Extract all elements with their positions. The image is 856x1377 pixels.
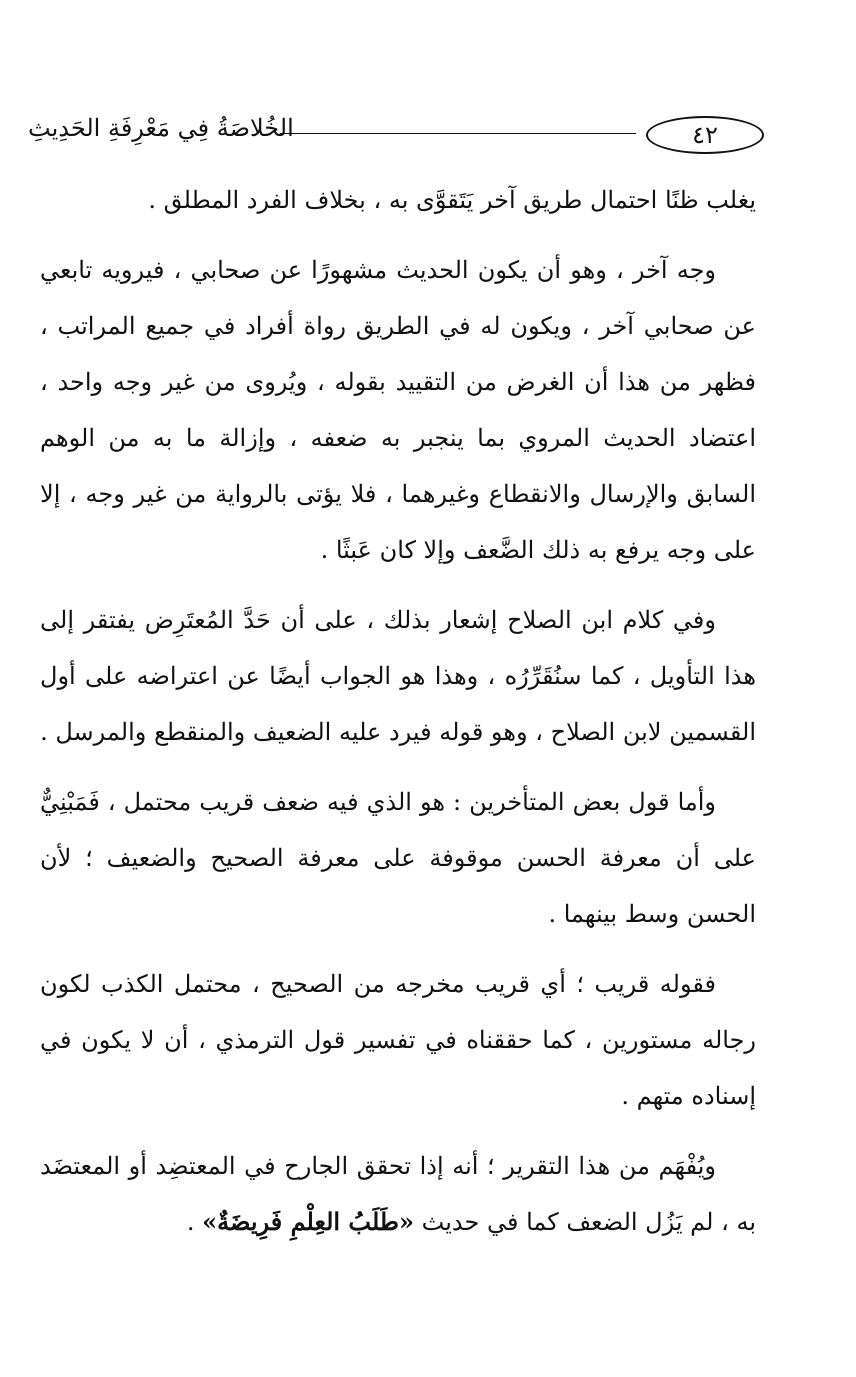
paragraph-text: ويُفْهَم من هذا التقرير ؛ أنه إذا تحقق الجارح في المعتضِد أو المعتضَد به ، لم يَزُل الضعف كما في حديث (40, 1152, 756, 1236)
hadith-quote: «طَلَبُ العِلْمِ فَرِيضَةٌ» (202, 1207, 415, 1236)
paragraph: وفي كلام ابن الصلاح إشعار بذلك ، على أن حَدَّ المُعتَرِض يفتقر إلى هذا التأويل ، كما سنُقَرِّرُه ، وهذا هو الجواب أيضًا عن اعتراضه على أول القسمين لابن الصلاح ، وهو قوله فيرد عليه الضعيف والمنقطع والمرسل . (40, 606, 756, 746)
paragraph: وأما قول بعض المتأخرين : هو الذي فيه ضعف قريب محتمل ، فَمَبْنِيٌّ على أن معرفة الحسن موقوفة على معرفة الصحيح والضعيف ؛ لأن الحسن وسط بينهما . (40, 788, 756, 928)
paragraph: يغلب ظنًا احتمال طريق آخر يَتَقوَّى به ، بخلاف الفرد المطلق . (148, 186, 756, 214)
header-rule (280, 133, 636, 134)
paragraph (40, 1138, 756, 1250)
paragraph: وجه آخر ، وهو أن يكون الحديث مشهورًا عن صحابي ، فيرويه تابعي عن صحابي آخر ، ويكون له في الطريق رواة أفراد في جميع المراتب ، فظهر من هذا أن الغرض من التقييد بقوله ، ويُروى من غير وجه واحد ، اعتضاد الحديث المروي بما ينجبر به ضعفه ، وإزالة ما به من الوهم السابق والإرسال والانقطاع وغيرهما ، فلا يؤتى بالرواية من غير وجه ، إلا على وجه يرفع به ذلك الضَّعف وإلا كان عَبثًا . (40, 256, 756, 564)
page-number: ٤٢ (646, 116, 764, 154)
paragraph: فقوله قريب ؛ أي قريب مخرجه من الصحيح ، محتمل الكذب لكون رجاله مستورين ، كما حققناه في تفسير قول الترمذي ، أن لا يكون في إسناده متهم . (40, 970, 756, 1110)
page-body (40, 172, 756, 1264)
running-title: الخُلاصَةُ فِي مَعْرِفَةِ الحَدِيثِ (28, 114, 294, 142)
page-header (28, 112, 764, 158)
paragraph-end: . (186, 1208, 203, 1236)
